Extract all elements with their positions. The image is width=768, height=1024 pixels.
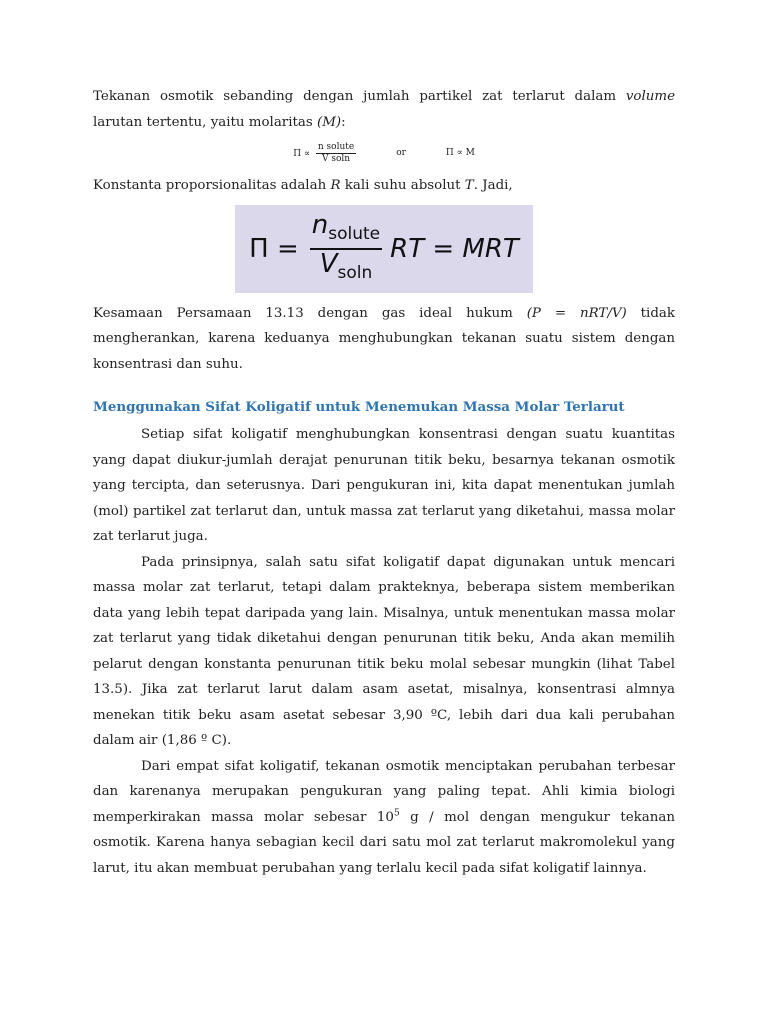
term-t: T [464, 178, 474, 193]
paragraph-colligative-intro: Setiap sifat koligatif menghubungkan konsentrasi dengan suatu kuantitas yang dapat diukur-jumlah derajat penurunan titik beku, besarnya tekanan osmotik yang tercipta, dan seterusnya. Dari pengukuran ini, kita dapat menentukan jumlah (mol) partikel zat terlarut dan, untuk massa zat terlarut yang diketahui, massa molar zat terlarut juga. [93, 427, 675, 545]
osmotic-equation [235, 205, 533, 293]
equation-fraction: $\frac{n_{solute}}{V_{soln}}$ [311, 209, 381, 283]
document-page [93, 84, 675, 881]
equation-lhs: Π = [249, 233, 299, 264]
formula-left: Π ∝ $\frac{\text{n solute}}{\text{V soln}}$ [293, 141, 355, 164]
paragraph-principle: Pada prinsipnya, salah satu sifat koligatif dapat digunakan untuk mencari massa molar zat terlarut, tetapi dalam prakteknya, beberapa sistem memberikan data yang lebih tepat daripada yang lain. Misalnya, untuk menentukan massa molar zat terlarut yang tidak diketahui dengan penurunan titik beku, Anda akan memilih pelarut dengan konstanta penurunan titik beku molal sebesar mungkin (lihat Tabel 13.5). Jika zat terlarut larut dalam asam asetat, misalnya, konsentrasi almnya menekan titik beku asam asetat sebesar 3,90 ºC, lebih dari dua kali perubahan dalam air (1,86 º C). [93, 554, 675, 749]
proportionality-formula [93, 139, 675, 167]
paragraph-osmotic-best: Dari empat sifat koligatif, tekanan osmotik menciptakan perubahan terbesar dan karenanya merupakan pengukuran yang paling tepat. Ahli kimia biologi memperkirakan massa molar sebesar $10^5$ g / mol dengan mengukur tekanan osmotik. Karena hanya sebagian kecil dari satu mol zat terlarut makromolekul yang larut, itu akan membuat perubahan yang terlalu kecil pada sifat koligatif lainnya. [93, 758, 675, 876]
formula-right: Π ∝ M [445, 148, 475, 158]
term-r: R [330, 178, 341, 193]
formula-or: or [396, 148, 406, 158]
term-molarity: (M) [317, 114, 342, 130]
term-volume: volume [625, 89, 675, 104]
section-heading: Menggunakan Sifat Koligatif untuk Menemukan Massa Molar Terlarut [93, 399, 625, 416]
paragraph-constant: Konstanta proporsionalitas adalah R kali suhu absolut T. Jadi, [93, 178, 513, 193]
equation-rhs: RT = MRT [390, 233, 519, 264]
paragraph-osmotic-pressure: Tekanan osmotik sebanding dengan jumlah partikel zat terlarut dalam volume larutan tertentu, yaitu molaritas (M): [93, 89, 675, 130]
formula-fraction: $\frac{\text{n solute}}{\text{V soln}}$ [317, 141, 355, 164]
paragraph-ideal-gas: Kesamaan Persamaan 13.13 dengan gas ideal hukum (P = nRT/V) tidak mengherankan, karena keduanya menghubungkan tekanan suatu sistem dengan konsentrasi dan suhu. [93, 305, 675, 372]
osmotic-equation-box [93, 205, 675, 293]
term-ideal-gas-law: (P = nRT/V) [526, 305, 627, 321]
